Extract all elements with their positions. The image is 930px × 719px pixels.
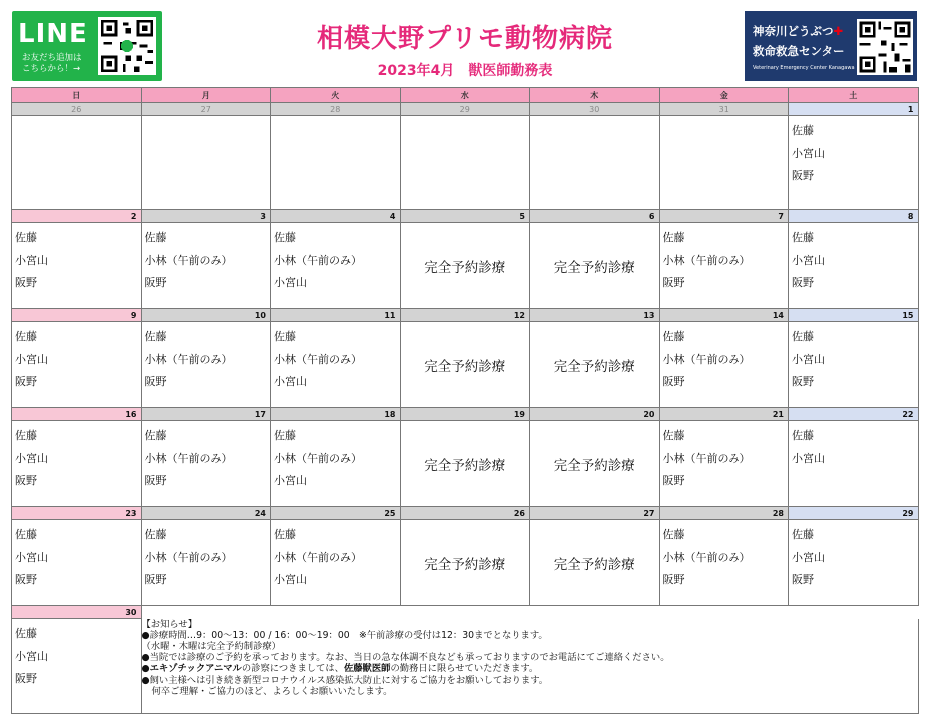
vet-name: 小林（午前のみ）	[662, 550, 751, 564]
date-number: 19	[400, 408, 530, 421]
vet-name: 阪野	[662, 474, 685, 487]
day-cell	[789, 520, 919, 606]
vet-name: 阪野	[662, 573, 685, 586]
weekday-wed: 水	[400, 88, 530, 103]
vet-name: 阪野	[15, 474, 37, 487]
day-cell	[271, 116, 401, 210]
vet-name: 佐藤	[662, 528, 685, 541]
vet-name: 佐藤	[274, 330, 296, 343]
vet-name: 小宮山	[274, 474, 307, 487]
day-cell	[400, 322, 530, 408]
day-cell	[789, 322, 919, 408]
date-number: 28	[271, 103, 401, 116]
vet-name: 佐藤	[792, 330, 814, 343]
day-cell	[141, 421, 271, 507]
vet-name: 小宮山	[792, 253, 825, 267]
day-cell	[400, 116, 530, 210]
vet-name: 阪野	[662, 375, 685, 388]
vet-name: 佐藤	[792, 231, 814, 244]
day-cell	[659, 421, 789, 507]
vet-name: 阪野	[792, 573, 814, 586]
vet-name: 小宮山	[15, 550, 48, 564]
schedule-calendar	[11, 87, 919, 714]
vet-list	[789, 520, 918, 592]
day-cell	[141, 223, 271, 309]
date-row	[12, 309, 919, 322]
vet-list	[142, 520, 271, 592]
notice-covid: ●飼い主様へは引き続き新型コロナウイルス感染拡大防止に対するご協力をお願いしております。	[141, 674, 549, 686]
vet-name: 佐藤	[144, 330, 167, 343]
date-number: 11	[271, 309, 401, 322]
notice-reservation: ●当院では診療のご予約を承っております。なお、当日の急な体調不良なども承っておりますのでお電話にてご連絡ください。	[141, 652, 670, 664]
vet-name: 阪野	[792, 169, 814, 182]
schedule-row	[12, 421, 919, 507]
vet-name: 阪野	[144, 573, 167, 586]
vet-list	[12, 223, 141, 295]
date-number: 28	[659, 507, 789, 520]
day-cell	[141, 322, 271, 408]
weekday-fri: 金	[659, 88, 789, 103]
vet-name: 小林（午前のみ）	[274, 253, 362, 267]
day-cell	[530, 421, 660, 507]
vet-list	[12, 322, 141, 394]
vet-name: 小宮山	[15, 253, 48, 267]
vet-list	[271, 322, 400, 394]
appointment-only-label: 完全予約診療	[553, 556, 635, 573]
notice-block	[142, 619, 918, 697]
day-cell	[659, 116, 789, 210]
vet-name: 小宮山	[792, 146, 825, 160]
vet-list	[142, 322, 271, 394]
date-number: 16	[12, 408, 142, 421]
vet-list	[660, 421, 789, 493]
date-number: 22	[789, 408, 919, 421]
day-cell	[271, 520, 401, 606]
vet-name: 阪野	[144, 474, 167, 487]
vet-list	[660, 322, 789, 394]
vet-name: 小宮山	[15, 649, 48, 663]
appointment-only-label: 完全予約診療	[553, 259, 635, 276]
vet-name: 佐藤	[144, 528, 167, 541]
date-number: 29	[400, 103, 530, 116]
day-cell	[789, 223, 919, 309]
vet-name: 小宮山	[274, 573, 307, 586]
vet-name: 阪野	[15, 276, 37, 289]
day-cell	[530, 520, 660, 606]
page-subtitle: 2023年4月 獣医師勤務表	[377, 63, 553, 79]
day-cell	[789, 421, 919, 507]
appointment-only-label: 完全予約診療	[424, 457, 506, 474]
vet-name: 小林（午前のみ）	[274, 550, 362, 564]
date-number: 27	[530, 507, 660, 520]
date-number: 30	[12, 606, 142, 619]
vet-name: 佐藤	[662, 429, 685, 442]
date-number: 10	[141, 309, 271, 322]
date-number: 3	[141, 210, 271, 223]
date-number: 23	[12, 507, 142, 520]
date-number: 9	[12, 309, 142, 322]
notice-exotic: ●エキゾチックアニマルの診察につきましては、佐藤獣医師の勤務日に限らせていただきます。	[141, 663, 539, 675]
vet-name: 小林（午前のみ）	[274, 352, 362, 366]
vet-name: 佐藤	[144, 429, 167, 442]
vet-list	[142, 421, 271, 493]
vet-list	[660, 520, 789, 592]
day-cell	[530, 116, 660, 210]
vet-name: 小林（午前のみ）	[144, 550, 233, 564]
notice-hours-note: （水曜・木曜は完全予約制診療）	[141, 640, 281, 652]
day-cell	[789, 116, 919, 210]
vet-name: 阪野	[792, 375, 814, 388]
schedule-row	[12, 322, 919, 408]
vet-name: 小林（午前のみ）	[144, 253, 233, 267]
date-number: 25	[271, 507, 401, 520]
weekday-tue: 火	[271, 88, 401, 103]
emergency-center-name-2: 救命救急センター	[753, 44, 845, 58]
vet-name: 佐藤	[792, 528, 814, 541]
appointment-only-label: 完全予約診療	[424, 259, 506, 276]
vet-list	[789, 116, 918, 188]
vet-name: 小林（午前のみ）	[144, 352, 233, 366]
vet-name: 阪野	[792, 276, 814, 289]
vet-name: 佐藤	[274, 231, 296, 244]
date-number: 27	[141, 103, 271, 116]
day-cell	[141, 116, 271, 210]
date-row	[12, 210, 919, 223]
vet-list	[530, 116, 659, 120]
vet-list	[660, 223, 789, 295]
weekday-mon: 月	[141, 88, 271, 103]
schedule-row	[12, 223, 919, 309]
vet-list	[789, 421, 918, 470]
date-number: 17	[141, 408, 271, 421]
vet-name: 佐藤	[15, 627, 37, 640]
vet-list	[142, 223, 271, 295]
date-number: 6	[530, 210, 660, 223]
vet-list	[789, 322, 918, 394]
vet-name: 小宮山	[274, 375, 307, 388]
schedule-row	[12, 520, 919, 606]
appointment-only-label: 完全予約診療	[553, 457, 635, 474]
day-cell	[530, 322, 660, 408]
date-number: 26	[400, 507, 530, 520]
notice-title: 【お知らせ】	[141, 618, 198, 630]
vet-list	[271, 223, 400, 295]
appointment-only-label: 完全予約診療	[424, 358, 506, 375]
vet-name: 阪野	[662, 276, 685, 289]
day-cell	[530, 223, 660, 309]
vet-list	[271, 520, 400, 592]
date-row	[12, 606, 919, 619]
appointment-only-label: 完全予約診療	[553, 358, 635, 375]
date-number: 31	[659, 103, 789, 116]
vet-list	[12, 520, 141, 592]
vet-name: 佐藤	[274, 528, 296, 541]
vet-name: 小宮山	[15, 352, 48, 366]
date-number: 14	[659, 309, 789, 322]
vet-name: 小宮山	[792, 550, 825, 564]
weekday-thu: 木	[530, 88, 660, 103]
day-cell	[12, 421, 142, 507]
weekday-sun: 日	[12, 88, 142, 103]
day-cell	[141, 520, 271, 606]
date-number: 12	[400, 309, 530, 322]
vet-list	[660, 116, 789, 120]
emergency-center-name-1: 神奈川どうぶつ✚	[753, 24, 844, 38]
day-cell	[659, 322, 789, 408]
vet-name: 小宮山	[15, 451, 48, 465]
day-cell	[400, 223, 530, 309]
date-number: 1	[789, 103, 919, 116]
date-row	[12, 408, 919, 421]
day-cell	[12, 322, 142, 408]
date-number: 13	[530, 309, 660, 322]
date-number: 7	[659, 210, 789, 223]
day-cell	[12, 520, 142, 606]
vet-name: 阪野	[144, 375, 167, 388]
line-friend-caption: お友だち追加は こちらから！→	[22, 53, 82, 74]
vet-name: 佐藤	[792, 429, 814, 442]
date-number: 24	[141, 507, 271, 520]
notice-header-space	[141, 606, 918, 619]
vet-name: 阪野	[15, 375, 37, 388]
vet-name: 小林（午前のみ）	[662, 451, 751, 465]
schedule-row	[12, 619, 919, 714]
vet-name: 小林（午前のみ）	[662, 253, 751, 267]
vet-name: 佐藤	[792, 124, 814, 137]
vet-name: 小宮山	[792, 451, 825, 465]
vet-name: 小林（午前のみ）	[144, 451, 233, 465]
weekday-sat: 土	[789, 88, 919, 103]
vet-list	[12, 619, 141, 691]
date-row	[12, 507, 919, 520]
emergency-center-english: Veterinary Emergency Center Kanagawa	[753, 65, 855, 71]
vet-name: 佐藤	[662, 330, 685, 343]
vet-name: 佐藤	[662, 231, 685, 244]
day-cell	[271, 223, 401, 309]
day-cell	[271, 421, 401, 507]
vet-name: 小林（午前のみ）	[274, 451, 362, 465]
vet-name: 佐藤	[15, 231, 37, 244]
date-number: 8	[789, 210, 919, 223]
vet-list	[12, 116, 141, 120]
weekday-header-row	[12, 88, 919, 103]
vet-name: 阪野	[15, 672, 37, 685]
day-cell	[400, 520, 530, 606]
vet-list	[142, 116, 271, 120]
vet-name: 小宮山	[274, 276, 307, 289]
vet-list	[12, 421, 141, 493]
emergency-center-banner[interactable]	[745, 11, 917, 81]
day-cell	[659, 223, 789, 309]
vet-name: 阪野	[15, 573, 37, 586]
date-number: 29	[789, 507, 919, 520]
vet-name: 阪野	[144, 276, 167, 289]
date-number: 30	[530, 103, 660, 116]
vet-list	[271, 116, 400, 120]
appointment-only-label: 完全予約診療	[424, 556, 506, 573]
vet-name: 佐藤	[15, 528, 37, 541]
day-cell	[271, 322, 401, 408]
day-cell	[659, 520, 789, 606]
vet-name: 佐藤	[144, 231, 167, 244]
notice-closing: 何卒ご理解・ご協力のほど、よろしくお願いいたします。	[151, 685, 393, 697]
date-number: 2	[12, 210, 142, 223]
notice-cell	[141, 619, 918, 714]
emergency-qr-code-icon[interactable]	[857, 19, 913, 75]
date-number: 4	[271, 210, 401, 223]
day-cell	[400, 421, 530, 507]
schedule-row	[12, 116, 919, 210]
date-number: 18	[271, 408, 401, 421]
date-number: 5	[400, 210, 530, 223]
vet-name: 佐藤	[15, 330, 37, 343]
date-number: 21	[659, 408, 789, 421]
date-row	[12, 103, 919, 116]
page-title: 相模大野プリモ動物病院	[317, 24, 613, 54]
date-number: 15	[789, 309, 919, 322]
vet-list	[271, 421, 400, 493]
vet-name: 小林（午前のみ）	[662, 352, 751, 366]
date-number: 20	[530, 408, 660, 421]
day-cell	[12, 116, 142, 210]
line-logo: LINE	[18, 19, 88, 49]
day-cell	[12, 619, 142, 714]
notice-hours: ●診療時間…9：00～13：00 / 16：00～19：00 ※午前診療の受付は12：30までとなります。	[141, 629, 548, 641]
vet-name: 佐藤	[274, 429, 296, 442]
vet-list	[401, 116, 530, 120]
red-cross-icon: ✚	[833, 24, 844, 38]
vet-name: 佐藤	[15, 429, 37, 442]
date-number: 26	[12, 103, 142, 116]
vet-list	[789, 223, 918, 295]
vet-name: 小宮山	[792, 352, 825, 366]
day-cell	[12, 223, 142, 309]
